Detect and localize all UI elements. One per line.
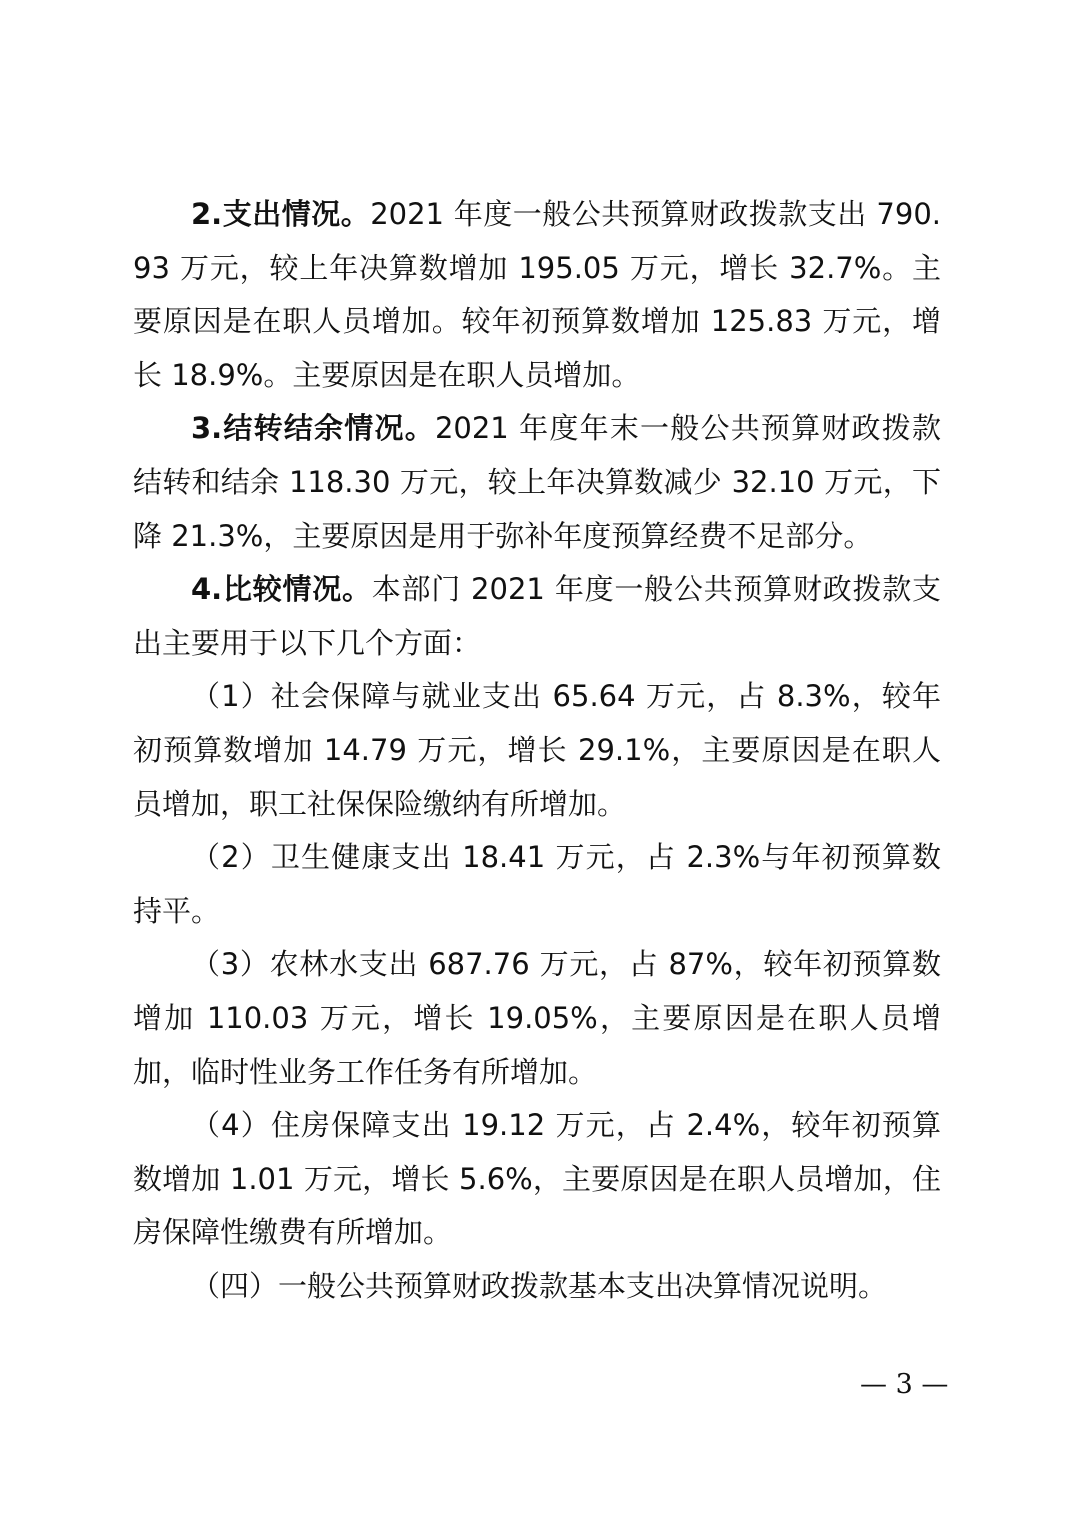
paragraph-item-housing (133, 1099, 941, 1260)
paragraph-text: 本部门 2021 年度一般公共预算财政拨款支出主要用于以下几个方面： (133, 572, 941, 660)
paragraph-text: （4）住房保障支出 19.12 万元，占 2.4%，较年初预算数增加 1.01 万元，增长 5.6%，主要原因是在职人员增加，住房保障性缴费有所增加。 (133, 1108, 941, 1250)
paragraph-text: （3）农林水支出 687.76 万元，占 87%，较年初预算数增加 110.03 万元，增长 19.05%，主要原因是在职人员增加，临时性业务工作任务有所增加。 (133, 947, 941, 1089)
document-body (133, 188, 941, 1313)
paragraph-item-agriculture (133, 938, 941, 1099)
paragraph-text: （2）卫生健康支出 18.41 万元，占 2.3%与年初预算数持平。 (133, 840, 941, 928)
paragraph-heading: 2.支出情况。 (191, 197, 371, 231)
section-heading-basic-expenditure (133, 1260, 941, 1314)
paragraph-item-health (133, 831, 941, 938)
paragraph-heading: 4.比较情况。 (191, 572, 372, 607)
paragraph-heading: 3.结转结余情况。 (191, 411, 435, 446)
paragraph-text: （四）一般公共预算财政拨款基本支出决算情况说明。 (191, 1268, 888, 1303)
page-number: — 3 — (860, 1369, 949, 1400)
paragraph-comparison (133, 563, 941, 670)
paragraph-text: 2021 年度一般公共预算财政拨款支出 790.93 万元，较上年决算数增加 195.05 万元，增长 32.7%。主要原因是在职人员增加。较年初预算数增加 125.83 万元，增长 18.9%。主要原因是在职人员增加。 (133, 197, 942, 392)
paragraph-item-social-security (133, 670, 941, 831)
paragraph-text: 2021 年度年末一般公共预算财政拨款结转和结余 118.30 万元，较上年决算数减少 32.10 万元，下降 21.3%，主要原因是用于弥补年度预算经费不足部分。 (133, 411, 941, 553)
paragraph-expenditure (133, 188, 941, 402)
paragraph-text: （1）社会保障与就业支出 65.64 万元，占 8.3%，较年初预算数增加 14.79 万元，增长 29.1%，主要原因是在职人员增加，职工社保保险缴纳有所增加。 (133, 679, 941, 821)
paragraph-carryover (133, 402, 941, 563)
